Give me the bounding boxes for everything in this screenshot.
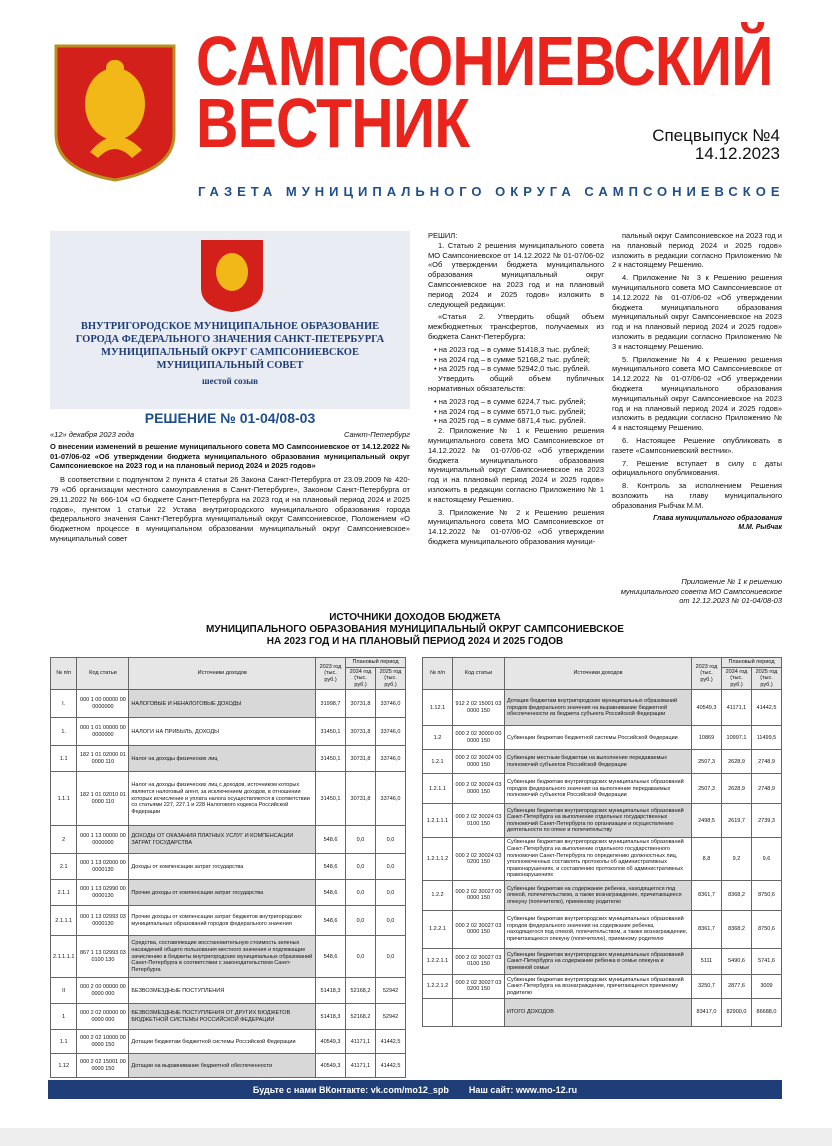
- table-row: [423, 880, 782, 910]
- row-code: 000 2 02 30027 03 0100 150: [453, 948, 505, 974]
- table-row: [423, 690, 782, 726]
- row-number: 2: [51, 826, 77, 854]
- table-row: [423, 974, 782, 998]
- issue-number: Спецвыпуск №4: [652, 126, 780, 145]
- row-name: Субвенции бюджетам внутригородских муниципальных образований Санкт-Петербурга на содержание ребенка в семье опекуна и приемной семье: [505, 948, 692, 974]
- row-number: 1.12.1: [423, 690, 453, 726]
- row-number: 1.2.1.1: [423, 774, 453, 804]
- row-2023: 31450,1: [316, 772, 346, 826]
- row-2023: 31450,1: [316, 718, 346, 746]
- convocation: шестой созыв: [202, 376, 258, 386]
- row-number: 2.1.1.1: [51, 906, 77, 936]
- vk-link[interactable]: Будьте с нами ВКонтакте: vk.com/mo12_spb: [252, 1084, 449, 1095]
- row-2023: 31450,1: [316, 746, 346, 772]
- row-2023: 548,6: [316, 936, 346, 978]
- table-row: [51, 746, 406, 772]
- row-2024: 0,0: [346, 854, 376, 880]
- row-2025: 5741,6: [752, 948, 782, 974]
- row-name: БЕЗВОЗМЕЗДНЫЕ ПОСТУПЛЕНИЯ ОТ ДРУГИХ БЮДЖЕТОВ БЮДЖЕТНОЙ СИСТЕМЫ РОССИЙСКОЙ ФЕДЕРАЦИИ: [129, 1004, 316, 1030]
- coat-of-arms-small-icon: [198, 238, 266, 314]
- table-row: [51, 936, 406, 978]
- row-number: 1.2.2: [423, 880, 453, 910]
- row-2025: 2739,3: [752, 804, 782, 838]
- row-number: 1.2.1.1.1: [423, 804, 453, 838]
- row-2023: 548,6: [316, 906, 346, 936]
- row-code: 000 2 02 10000 00 0000 150: [77, 1030, 129, 1054]
- table-row: [423, 998, 782, 1026]
- row-name: Субвенции бюджетам бюджетной системы Российской Федерации: [505, 726, 692, 750]
- row-number: 1.2.2.1.1: [423, 948, 453, 974]
- row-code: 000 2 00 00000 00 0000 000: [77, 978, 129, 1004]
- row-name: БЕЗВОЗМЕЗДНЫЕ ПОСТУПЛЕНИЯ: [129, 978, 316, 1004]
- row-2025: 33746,0: [376, 746, 406, 772]
- table-row: [51, 906, 406, 936]
- row-name: Дотации бюджетам бюджетной системы Российской Федерации: [129, 1030, 316, 1054]
- row-2024: 2628,9: [722, 750, 752, 774]
- row-number: 1.1: [51, 1030, 77, 1054]
- row-number: 1.2.1.1.2: [423, 838, 453, 881]
- table-row: [51, 854, 406, 880]
- row-code: 000 1 01 00000 00 0000000: [77, 718, 129, 746]
- row-code: 000 1 13 02000 00 0000130: [77, 854, 129, 880]
- row-2025: 0,0: [376, 936, 406, 978]
- newspaper-title: САМПСОНИЕВСКИЙ ВЕСТНИК: [196, 22, 773, 162]
- row-2023: 40549,3: [692, 690, 722, 726]
- row-code: 000 2 02 30024 03 0200 150: [453, 838, 505, 881]
- row-name: Субвенции бюджетам внутригородских муниципальных образований Санкт-Петербурга на выполнение отдельных государственных полномочий Санкт-Петербурга по организации и осуществлению деятельности по опеке и попечительству: [505, 804, 692, 838]
- issue-info: [652, 127, 780, 163]
- row-code: 000 1 00 00000 00 0000000: [77, 690, 129, 718]
- row-2023: 31998,7: [316, 690, 346, 718]
- row-2025: 0,0: [376, 880, 406, 906]
- row-name: ДОХОДЫ ОТ ОКАЗАНИЯ ПЛАТНЫХ УСЛУГ И КОМПЕНСАЦИИ ЗАТРАТ ГОСУДАРСТВА: [129, 826, 316, 854]
- footer-bar: [48, 1080, 782, 1099]
- row-number: 2.1.1.1.1: [51, 936, 77, 978]
- row-name: НАЛОГОВЫЕ И НЕНАЛОГОВЫЕ ДОХОДЫ: [129, 690, 316, 718]
- row-number: II: [51, 978, 77, 1004]
- table-row: [423, 838, 782, 881]
- row-2024: 0,0: [346, 936, 376, 978]
- row-name: Субвенции местным бюджетам на выполнение передаваемых полномочий субъектов Российской Федерации: [505, 750, 692, 774]
- row-2024: 30731,8: [346, 746, 376, 772]
- row-number: 1.: [51, 718, 77, 746]
- row-2025: 2748,9: [752, 774, 782, 804]
- decision-column-3: пальный округ Сампсониевское на 2023 год и на плановый период 2024 и 2025 годов» изложить в редакции согласно Приложению № 2 к настоящему Решению. 4. Приложение № 3 к Решению решения муниципального совета МО Сампсониевское от 14.12.2022 № 01-07/06-02 «Об утверждении бюджета муниципального образования муниципальный округ Сампсониевское на 2023 год и на плановый период 2024 и 2025 годов» изложить в редакции согласно Приложению № 3 к настоящему Решению. 5. Приложение № 4 к Решению решения муниципального совета МО Сампсониевское от 14.12.2022 № 01-07/06-02 «Об утверждении бюджета муниципального образования муниципальный округ Сампсониевское на 2023 год и на плановый период 2024 и 2025 годов» изложить в редакции согласно Приложению № 4 к настоящему Решению. 6. Настоящее Решение опубликовать в газете «Сампсониевский вестник». 7. Решение вступает в силу с даты официального опубликования. 8. Контроль за исполнением Решения возложить на главу муниципального образования Рыбчак М.М. Глава муниципального образования М.М. Рыбчак: [612, 231, 782, 531]
- row-code: 000 2 02 15001 00 0000 150: [77, 1054, 129, 1078]
- row-2023: 548,6: [316, 826, 346, 854]
- row-2025: 33746,0: [376, 772, 406, 826]
- table-row: [423, 750, 782, 774]
- row-2025: 41442,5: [376, 1030, 406, 1054]
- row-2023: 2498,5: [692, 804, 722, 838]
- row-2024: 0,0: [346, 880, 376, 906]
- row-number: [423, 998, 453, 1026]
- row-number: 1.12: [51, 1054, 77, 1078]
- row-2024: 8368,2: [722, 880, 752, 910]
- table-row: [423, 774, 782, 804]
- row-2024: 41171,1: [346, 1054, 376, 1078]
- decision-org: ВНУТРИГОРОДСКОЕ МУНИЦИПАЛЬНОЕ ОБРАЗОВАНИЕ ГОРОДА ФЕДЕРАЛЬНОГО ЗНАЧЕНИЯ САНКТ-ПЕТЕРБУРГА МУНИЦИПАЛЬНЫЙ ОКРУГ САМПСОНИЕВСКОЕ МУНИЦИПАЛЬНЫЙ СОВЕТ шестой созыв: [60, 320, 400, 388]
- row-number: 1.2.2.1: [423, 910, 453, 948]
- row-2023: 2507,3: [692, 750, 722, 774]
- row-2024: 41171,1: [346, 1030, 376, 1054]
- row-2025: 33746,0: [376, 690, 406, 718]
- row-2025: 41442,5: [376, 1054, 406, 1078]
- table-row: [423, 726, 782, 750]
- row-code: 000 2 02 30024 03 0000 150: [453, 774, 505, 804]
- row-2024: 30731,8: [346, 718, 376, 746]
- row-2023: 10869: [692, 726, 722, 750]
- row-2025: 33746,0: [376, 718, 406, 746]
- row-name: ИТОГО ДОХОДОВ: [505, 998, 692, 1026]
- row-2025: 0,0: [376, 906, 406, 936]
- row-name: Дотации на выравнивание бюджетной обеспеченности: [129, 1054, 316, 1078]
- row-2023: 548,6: [316, 880, 346, 906]
- row-2023: 40549,3: [316, 1030, 346, 1054]
- row-number: 2.1.1: [51, 880, 77, 906]
- row-2024: 52168,2: [346, 978, 376, 1004]
- row-name: Средства, составляющие восстановительную стоимость зеленых насаждений общего пользования местного значения и подлежащие зачислению в бюджеты внутригородских муниципальных образований Санкт-Петербурга в соответствии с законодательством Санкт-Петербурга: [129, 936, 316, 978]
- row-name: Доходы от компенсации затрат государства: [129, 854, 316, 880]
- issue-date: 14.12.2023: [694, 144, 780, 163]
- income-table-right: № п/п Код статьи Источники доходов 2023 год (тыс. руб.) Плановый период 2024 год (тыс. руб.) 2025 год (тыс. руб.) 1.12.1 912 2 02 15001 03 0000 150 Дотации бюджетам внутригородских муниципальных образований городов федерального значения на выравнивание бюджетной обеспеченности из бюджета субъекта Российской Федерации 40549,3 41171,1 41442,5 1.2 000 2 02 30000 00 0000 150 Субвенции бюджетам бюджетной системы Российской Федерации 10869 10997,1 11499,5 1.2.1 000 2 02 30024 00 0000 150 Субвенции местным бюджетам на выполнение передаваемых полномочий субъектов Российской Федерации 2507,3 2628,9 2748,9 1.2.1.1 000 2 02 30024 03 0000 150 Субвенции бюджетам внутригородских муниципальных образований городов федерального значения на выполнение передаваемых полномочий субъектов Российской Федерации 2507,3 2628,9 2748,9 1.2.1.1.1 000 2 02 30024 03 0100 150 Субвенции бюджетам внутригородских муниципальных образований Санкт-Петербурга на выполнение отдельных государственных полномочий Санкт-Петербурга по организации и осуществлению деятельности по опеке и попечительству 2498,5 2619,7 2739,3 1.2.1.1.2 000 2 02 30024 03 0200 150 Субвенции бюджетам внутригородских муниципальных образований Санкт-Петербурга на выполнение отдельного государственного полномочия Санкт-Петербурга по определению должностных лиц, уполномоченных составлять протоколы об административных правонарушениях, и составлению протоколов об административных правонарушениях 8,8 9,2 9,6 1.2.2 000 2 02 30027 00 0000 150 Субвенции бюджетам на содержание ребенка, находящегося под опекой, попечительством, а также вознаграждение, причитающееся опекуну (попечителю), приемному родителю 8361,7 8368,2 8750,6 1.2.2.1 000 2 02 30027 03 0000 150 Субвенции бюджетам внутригородских муниципальных образований городов федерального значения на содержание ребенка, находящегося под опекой, попечительством, а также вознаграждение, причитающееся опекуну (попечителю), приемному родителю 8361,7 8368,2 8750,6 1.2.2.1.1 000 2 02 30027 03 0100 150 Субвенции бюджетам внутригородских муниципальных образований Санкт-Петербурга на содержание ребенка в семье опекуна и приемной семье 5111 5490,6 5741,6 1.2.2.1.2 000 2 02 30027 03 0200 150 Субвенции бюджетам внутригородских муниципальных образований Санкт-Петербурга на вознаграждение, причитающееся приемному родителю 3250,7 2877,6 3009 ИТОГО ДОХОДОВ 83417,0 82900,0 86688,0: [422, 657, 782, 1027]
- row-name: Дотации бюджетам внутригородских муниципальных образований городов федерального значения на выравнивание бюджетной обеспеченности из бюджета субъекта Российской Федерации: [505, 690, 692, 726]
- row-2024: 30731,8: [346, 690, 376, 718]
- row-name: Субвенции бюджетам внутригородских муниципальных образований городов федерального значения на содержание ребенка, находящегося под опекой, попечительством, а также вознаграждение, причитающееся опекуну (попечителю), приемному родителю: [505, 910, 692, 948]
- row-2024: 0,0: [346, 906, 376, 936]
- decision-column-2: РЕШИЛ: 1. Статью 2 решения муниципального совета МО Сампсониевское от 14.12.2022 № 01-07/06-02 «Об утверждении бюджета муниципального образования муниципальный округ Сампсониевское на 2023 год и на плановый период 2024 и 2025 годов» изложить в следующей редакции: «Статья 2. Утвердить общий объем межбюджетных трансфертов, получаемых из бюджета Санкт-Петербурга: • на 2023 год – в сумме 51418,3 тыс. рублей; • на 2024 год – в сумме 52168,2 тыс. рублей; • на 2025 год – в сумме 52942,0 тыс. рублей. Утвердить общий объем публичных нормативных обязательств: • на 2023 год – в сумме 6224,7 тыс. рублей; • на 2024 год – в сумме 6571,0 тыс. рублей; • на 2025 год – в сумме 6871,4 тыс. рублей. 2. Приложение № 1 к Решению решения муниципального совета МО Сампсониевское от 14.12.2022 № 01-07/06-02 «Об утверждении бюджета муниципального образования муниципальный округ Сампсониевское на 2023 год и на плановый период 2024 и 2025 годов» изложить в редакции согласно Приложению № 1 к настоящему Решению. 3. Приложение № 2 к Решению решения муниципального совета МО Сампсониевское от 14.12.2022 № 01-07/06-02 «Об утверждении бюджета муниципального образования муници-: [428, 231, 604, 546]
- table-row: [51, 1054, 406, 1078]
- bottom-strip: [0, 1128, 832, 1146]
- appendix-note: Приложение № 1 к решению муниципального совета МО Сампсониевское от 12.12.2023 № 01-04/08-03: [620, 577, 782, 605]
- row-code: 000 2 02 30024 03 0100 150: [453, 804, 505, 838]
- signature-role: Глава муниципального образования: [653, 514, 782, 522]
- row-2023: 3250,7: [692, 974, 722, 998]
- row-2024: 52168,2: [346, 1004, 376, 1030]
- table-row: [423, 804, 782, 838]
- income-table-left: № п/п Код статьи Источники доходов 2023 год (тыс. руб.) Плановый период 2024 год (тыс. руб.) 2025 год (тыс. руб.) I. 000 1 00 00000 00 0000000 НАЛОГОВЫЕ И НЕНАЛОГОВЫЕ ДОХОДЫ 31998,7 30731,8 33746,0 1. 000 1 01 00000 00 0000000 НАЛОГИ НА ПРИБЫЛЬ, ДОХОДЫ 31450,1 30731,8 33746,0 1.1 182 1 01 02000 01 0000 110 Налог на доходы физических лиц 31450,1 30731,8 33746,0 1.1.1 182 1 01 02010 01 0000 110 Налог на доходы физических лиц с доходов, источником которых является налоговый агент, за исключением доходов, в отношении которых исчисление и уплата налога осуществляются в соответствии со статьями 227, 227.1 и 228 Налогового кодекса Российской Федерации 31450,1 30731,8 33746,0 2 000 1 13 00000 00 0000000 ДОХОДЫ ОТ ОКАЗАНИЯ ПЛАТНЫХ УСЛУГ И КОМПЕНСАЦИИ ЗАТРАТ ГОСУДАРСТВА 548,6 0,0 0,0 2.1 000 1 13 02000 00 0000130 Доходы от компенсации затрат государства 548,6 0,0 0,0 2.1.1 000 1 13 02990 00 0000130 Прочие доходы от компенсации затрат государства 548,6 0,0 0,0 2.1.1.1 000 1 13 02993 03 0000130 Прочие доходы от компенсации затрат бюджетов внутригородских муниципальных образований городов федерального значения 548,6 0,0 0,0 2.1.1.1.1 867 1 13 02993 03 0100 130 Средства, составляющие восстановительную стоимость зеленых насаждений общего пользования местного значения и подлежащие зачислению в бюджеты внутригородских муниципальных образований Санкт-Петербурга в соответствии с законодательством Санкт-Петербурга 548,6 0,0 0,0 II 000 2 00 00000 00 0000 000 БЕЗВОЗМЕЗДНЫЕ ПОСТУПЛЕНИЯ 51418,3 52168,2 52942 1 000 2 02 00000 00 0000 000 БЕЗВОЗМЕЗДНЫЕ ПОСТУПЛЕНИЯ ОТ ДРУГИХ БЮДЖЕТОВ БЮДЖЕТНОЙ СИСТЕМЫ РОССИЙСКОЙ ФЕДЕРАЦИИ 51418,3 52168,2 52942 1.1 000 2 02 10000 00 0000 150 Дотации бюджетам бюджетной системы Российской Федерации 40549,3 41171,1 41442,5 1.12 000 2 02 15001 00 0000 150 Дотации на выравнивание бюджетной обеспеченности 40549,3 41171,1 41442,5: [50, 657, 406, 1078]
- table-row: [51, 1030, 406, 1054]
- decision-column-1: [50, 430, 410, 547]
- row-2025: 3009: [752, 974, 782, 998]
- row-code: 000 1 13 02993 03 0000130: [77, 906, 129, 936]
- row-code: 000 2 02 30027 00 0000 150: [453, 880, 505, 910]
- table-row: [51, 718, 406, 746]
- row-2023: 2507,3: [692, 774, 722, 804]
- decision-date-row: «12» декабря 2023 года Санкт-Петербург: [50, 430, 410, 439]
- row-2023: 548,6: [316, 854, 346, 880]
- row-2025: 86688,0: [752, 998, 782, 1026]
- table-row: [51, 880, 406, 906]
- row-2025: 41442,5: [752, 690, 782, 726]
- row-2023: 5111: [692, 948, 722, 974]
- decision-subject: О внесении изменений в решение муниципального совета МО Сампсониевское от 14.12.2022 № 01-07/06-02 «Об утверждении бюджета муниципального образования муниципальный округ Сампсониевское на 2023 год и на плановый период 2024 и 2025 годов»: [50, 441, 410, 471]
- row-2025: 2748,9: [752, 750, 782, 774]
- row-code: 000 1 13 02990 00 0000130: [77, 880, 129, 906]
- row-2024: 8368,2: [722, 910, 752, 948]
- table-row: [51, 978, 406, 1004]
- decision-title: РЕШЕНИЕ № 01-04/08-03: [144, 410, 316, 426]
- row-2024: 0,0: [346, 826, 376, 854]
- row-code: 182 1 01 02010 01 0000 110: [77, 772, 129, 826]
- table-title: ИСТОЧНИКИ ДОХОДОВ БЮДЖЕТА МУНИЦИПАЛЬНОГО ОБРАЗОВАНИЯ МУНИЦИПАЛЬНЫЙ ОКРУГ САМПСОНИЕВСКОЕ НА 2023 ГОД И НА ПЛАНОВЫЙ ПЕРИОД 2024 И 2025 ГОДОВ: [206, 612, 624, 647]
- row-2024: 2628,9: [722, 774, 752, 804]
- row-name: Прочие доходы от компенсации затрат государства: [129, 880, 316, 906]
- masthead: [0, 0, 832, 230]
- row-2024: 82900,0: [722, 998, 752, 1026]
- table-row: [51, 1004, 406, 1030]
- row-name: Субвенции бюджетам внутригородских муниципальных образований Санкт-Петербурга на вознаграждение, причитающееся приемному родителю: [505, 974, 692, 998]
- row-2023: 40549,3: [316, 1054, 346, 1078]
- row-2023: 51418,3: [316, 1004, 346, 1030]
- row-2024: 2877,6: [722, 974, 752, 998]
- row-number: 1.2.1: [423, 750, 453, 774]
- row-2025: 0,0: [376, 826, 406, 854]
- row-2023: 83417,0: [692, 998, 722, 1026]
- row-2025: 8750,6: [752, 910, 782, 948]
- table-row: [423, 910, 782, 948]
- row-number: 1.1: [51, 746, 77, 772]
- row-2024: 5490,6: [722, 948, 752, 974]
- row-name: Налог на доходы физических лиц: [129, 746, 316, 772]
- row-name: Субвенции бюджетам внутригородских муниципальных образований городов федерального значения на выполнение передаваемых полномочий субъектов Российской Федерации: [505, 774, 692, 804]
- row-2023: 8,8: [692, 838, 722, 881]
- row-code: [453, 998, 505, 1026]
- site-link[interactable]: Наш сайт: www.mo-12.ru: [468, 1084, 578, 1095]
- row-2025: 11499,5: [752, 726, 782, 750]
- table-row: [423, 948, 782, 974]
- row-code: 912 2 02 15001 03 0000 150: [453, 690, 505, 726]
- row-code: 000 2 02 30027 03 0000 150: [453, 910, 505, 948]
- row-2025: 52942: [376, 978, 406, 1004]
- row-number: I.: [51, 690, 77, 718]
- row-2025: 0,0: [376, 854, 406, 880]
- row-2023: 51418,3: [316, 978, 346, 1004]
- row-number: 1.2.2.1.2: [423, 974, 453, 998]
- row-code: 000 1 13 00000 00 0000000: [77, 826, 129, 854]
- table-row: [51, 826, 406, 854]
- row-name: Налог на доходы физических лиц с доходов, источником которых является налоговый агент, за исключением доходов, в отношении которых исчисление и уплата налога осуществляются в соответствии со статьями 227, 227.1 и 228 Налогового кодекса Российской Федерации: [129, 772, 316, 826]
- row-2024: 9,2: [722, 838, 752, 881]
- row-code: 182 1 01 02000 01 0000 110: [77, 746, 129, 772]
- row-code: 000 2 02 30024 00 0000 150: [453, 750, 505, 774]
- row-name: Субвенции бюджетам на содержание ребенка, находящегося под опекой, попечительством, а также вознаграждение, причитающееся опекуну (попечителю), приемному родителю: [505, 880, 692, 910]
- row-2025: 52942: [376, 1004, 406, 1030]
- row-code: 867 1 13 02993 03 0100 130: [77, 936, 129, 978]
- row-name: Субвенции бюджетам внутригородских муниципальных образований Санкт-Петербурга на выполнение отдельного государственного полномочия Санкт-Петербурга по определению должностных лиц, уполномоченных составлять протоколы об административных правонарушениях, и составлению протоколов об административных правонарушениях: [505, 838, 692, 881]
- row-name: НАЛОГИ НА ПРИБЫЛЬ, ДОХОДЫ: [129, 718, 316, 746]
- row-2024: 41171,1: [722, 690, 752, 726]
- row-2023: 8361,7: [692, 880, 722, 910]
- row-2024: 10997,1: [722, 726, 752, 750]
- row-number: 1.2: [423, 726, 453, 750]
- newspaper-subtitle: ГАЗЕТА МУНИЦИПАЛЬНОГО ОКРУГА САМПСОНИЕВСКОЕ: [198, 184, 785, 199]
- signature-name: М.М. Рыбчак: [738, 523, 782, 531]
- row-2025: 9,6: [752, 838, 782, 881]
- table-row: [51, 772, 406, 826]
- table-row: [51, 690, 406, 718]
- coat-of-arms-icon: [50, 42, 180, 182]
- decision-intro: В соответствии с подпунктом 2 пункта 4 статьи 26 Закона Санкт-Петербурга от 23.09.2009 № 420-79 «Об организации местного самоуправления в Санкт-Петербурге», Законом Санкт-Петербурга от 29.11.2022 № 666-104 «О бюджете Санкт-Петербурга на 2023 год и на плановый период 2024 и 2025 годов», пунктом 1 статьи 22 Устава внутригородского муниципального образования города федерального значения Санкт-Петербурга муниципальный округ Сампсониевское, Положением «О бюджетном процессе в муниципальном образовании муниципальный округ Сампсониевское» муниципальный совет: [50, 475, 410, 543]
- row-2024: 30731,8: [346, 772, 376, 826]
- row-code: 000 2 02 30027 03 0200 150: [453, 974, 505, 998]
- row-2024: 2619,7: [722, 804, 752, 838]
- row-2023: 8361,7: [692, 910, 722, 948]
- row-name: Прочие доходы от компенсации затрат бюджетов внутригородских муниципальных образований городов федерального значения: [129, 906, 316, 936]
- row-number: 1: [51, 1004, 77, 1030]
- row-code: 000 2 02 00000 00 0000 000: [77, 1004, 129, 1030]
- row-code: 000 2 02 30000 00 0000 150: [453, 726, 505, 750]
- row-number: 1.1.1: [51, 772, 77, 826]
- row-2025: 8750,6: [752, 880, 782, 910]
- row-number: 2.1: [51, 854, 77, 880]
